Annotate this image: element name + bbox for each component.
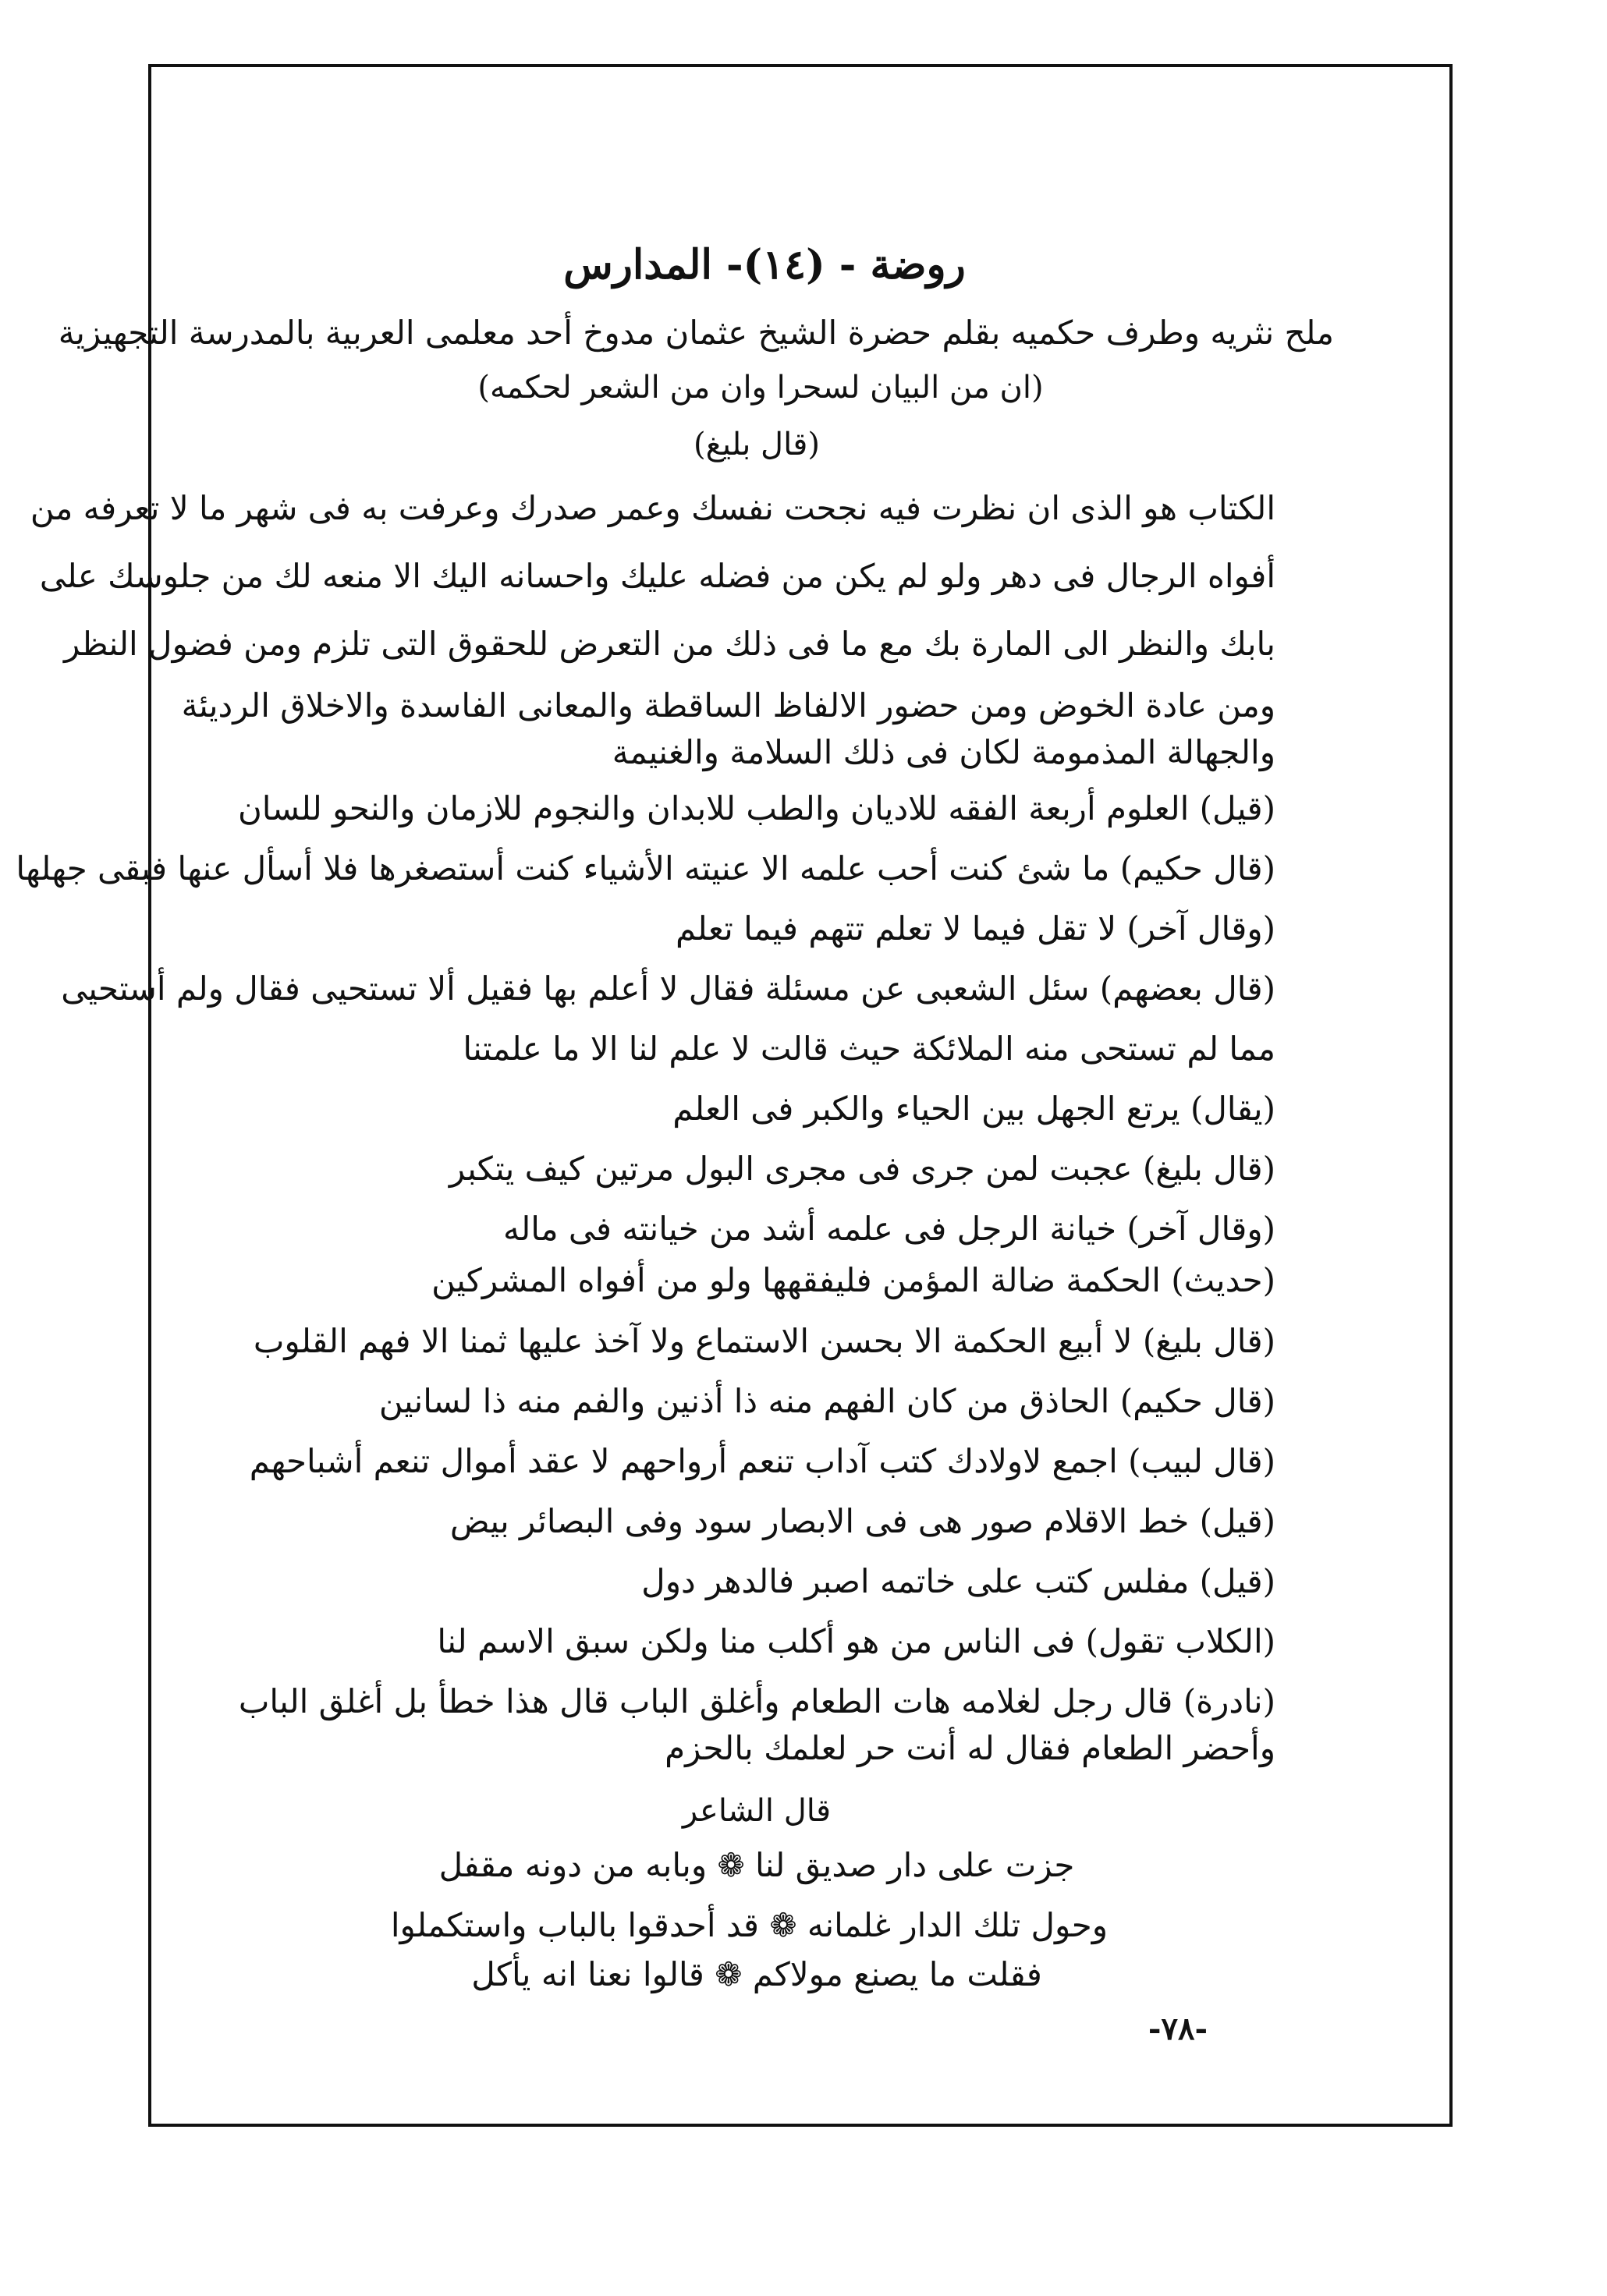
saying-line: (قال بليغ) عجبت لمن جرى فى مجرى البول مرتين كيف يتكبر — [449, 1150, 1275, 1188]
page-number: -٧٨- — [1148, 2011, 1208, 2047]
saying-line: (قيل) مفلس كتب على خاتمه اصبر فالدهر دول — [641, 1562, 1275, 1600]
paragraph-line: بابك والنظر الى المارة بك مع ما فى ذلك من التعرض للحقوق التى تلزم ومن فضول النظر — [63, 625, 1275, 663]
paragraph-line: والجهالة المذمومة لكان فى ذلك السلامة والغنيمة — [612, 733, 1275, 771]
epigraph-line: (ان من البيان لسحرا وان من الشعر لحكمه) — [477, 370, 1044, 406]
saying-line: (قال بعضهم) سئل الشعبى عن مسئلة فقال لا أعلم بها فقيل ألا تستحيى فقال ولم أستحيى — [61, 969, 1275, 1008]
saying-line: (نادرة) قال رجل لغلامه هات الطعام وأغلق الباب قال هذا خطأ بل أغلق الباب — [238, 1682, 1275, 1720]
poet-heading: قال الشاعر — [682, 1793, 832, 1829]
subtitle-line: ملح نثريه وطرف حكميه بقلم حضرة الشيخ عثمان مدوخ أحد معلمى العربية بالمدرسة التجهيزية — [58, 314, 1334, 352]
saying-line: (الكلاب تقول) فى الناس من هو أكلب منا ولكن سبق الاسم لنا — [437, 1622, 1275, 1660]
paragraph-line: الكتاب هو الذى ان نظرت فيه نجحت نفسك وعمر صدرك وعرفت به فى شهر ما لا تعرفه من — [30, 489, 1275, 527]
saying-line: (قال حكيم) ما شئ كنت أحب علمه الا عنيته الأشياء كنت أستصغرها فلا أسأل عنها فبقى جهلها — [16, 849, 1275, 888]
page-title: روضة - (١٤)- المدارس — [563, 241, 966, 289]
poem-verse: جزت على دار صديق لنا ❁ وبابه من دونه مقفل — [438, 1846, 1075, 1884]
paragraph-line: ومن عادة الخوض ومن حضور الالفاظ الساقطة والمعانى الفاسدة والاخلاق الرديئة — [181, 686, 1275, 725]
saying-line: (قيل) العلوم أربعة الفقه للاديان والطب للابدان والنجوم للازمان والنحو للسان — [237, 789, 1275, 827]
paragraph-line: أفواه الرجال فى دهر ولو لم يكن من فضله عليك واحسانه اليك الا منعه لك من جلوسك على — [39, 557, 1275, 595]
saying-line: (وقال آخر) لا تقل فيما لا تعلم تتهم فيما تعلم — [675, 909, 1275, 948]
saying-line: (يقال) يرتع الجهل بين الحياء والكبر فى العلم — [672, 1090, 1275, 1128]
saying-line: (حديث) الحكمة ضالة المؤمن فليفقهها ولو من أفواه المشركين — [431, 1261, 1275, 1299]
speaker-heading: (قال بليغ) — [693, 427, 821, 462]
poem-verse: فقلت ما يصنع مولاكم ❁ قالوا نعنا انه يأكل — [471, 1955, 1042, 1993]
saying-line: (قال حكيم) الحاذق من كان الفهم منه ذا أذنين والفم منه ذا لسانين — [378, 1382, 1275, 1420]
saying-line: مما لم تستحى منه الملائكة حيث قالت لا علم لنا الا ما علمتنا — [463, 1029, 1275, 1068]
saying-line: (قيل) خط الاقلام صور هى فى الابصار سود وفى البصائر بيض — [449, 1502, 1275, 1540]
saying-line: (قال لبيب) اجمع لاولادك كتب آداب تنعم أرواحهم لا عقد أموال تنعم أشباحهم — [249, 1442, 1275, 1480]
poem-verse: وحول تلك الدار غلمانه ❁ قد أحدقوا بالباب واستكملوا — [390, 1906, 1108, 1944]
saying-line: وأحضر الطعام فقال له أنت حر لعلمك بالحزم — [665, 1729, 1275, 1767]
saying-line: (وقال آخر) خيانة الرجل فى علمه أشد من خيانته فى ماله — [502, 1210, 1275, 1248]
saying-line: (قال بليغ) لا أبيع الحكمة الا بحسن الاستماع ولا آخذ عليها ثمنا الا فهم القلوب — [253, 1322, 1275, 1360]
